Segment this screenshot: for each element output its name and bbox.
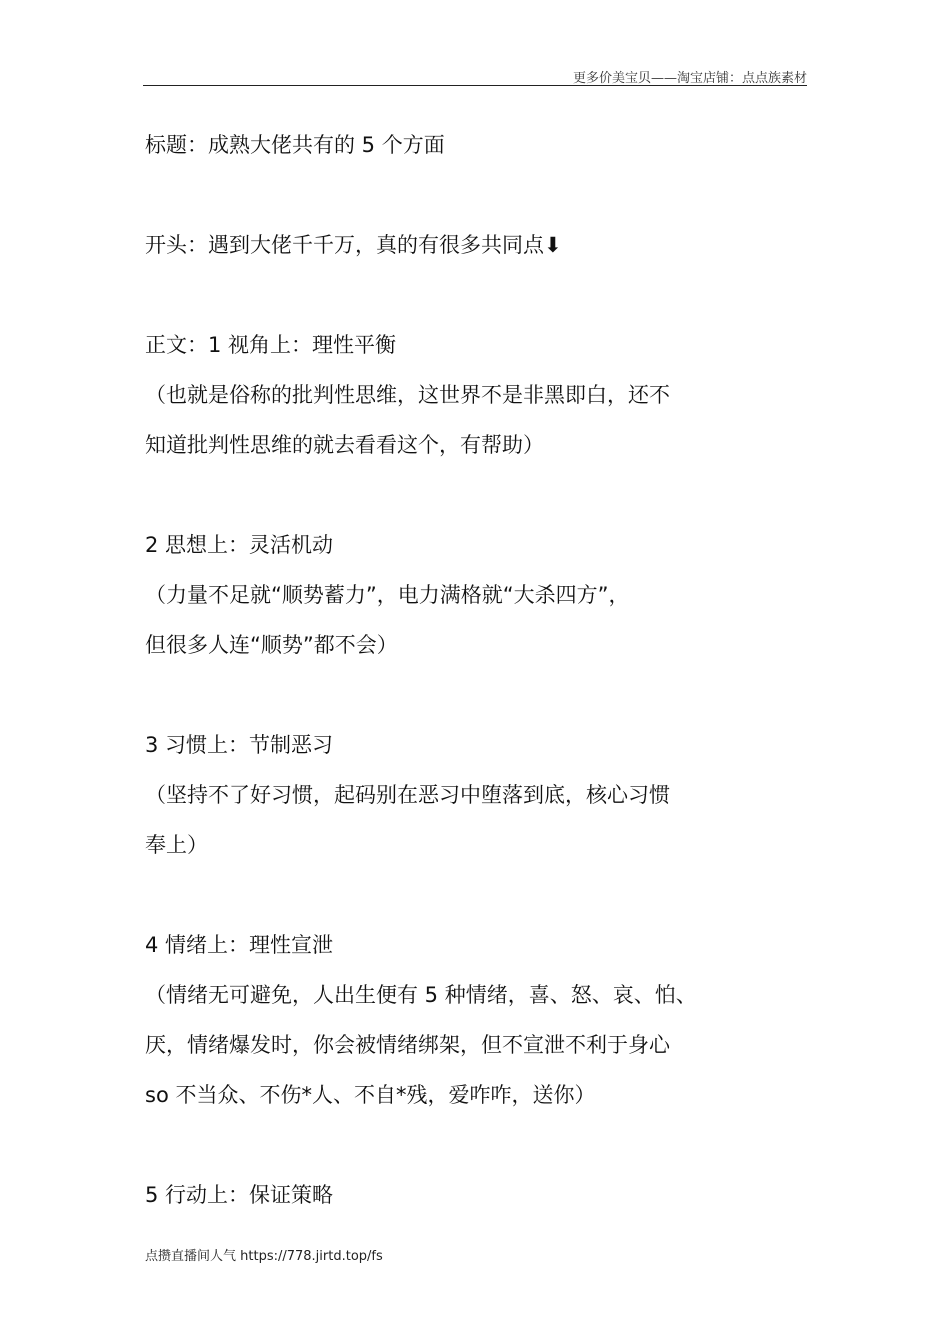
point-3-note-line-2: 奉上）: [145, 833, 208, 857]
blank-line: [145, 270, 809, 320]
point-2-note-line-1: （力量不足就“顺势蓄力”，电力满格就“大杀四方”，: [145, 583, 630, 607]
point-3-note-line-1: （坚持不了好习惯，起码别在恶习中堕落到底，核心习惯: [145, 783, 670, 807]
point-2-heading: 2 思想上：灵活机动: [145, 533, 334, 557]
blank-line: [145, 1120, 809, 1170]
document-body: [145, 120, 809, 1220]
page-footer: 点攒直播间人气 https://778.jirtd.top/fs: [145, 1249, 383, 1264]
point-1-note-line-2: 知道批判性思维的就去看看这个，有帮助）: [145, 433, 544, 457]
point-4-note-line-1: （情绪无可避免，人出生便有 5 种情绪，喜、怒、哀、怕、: [145, 983, 697, 1007]
point-4-note-line-3: so 不当众、不伤*人、不自*残，爱咋咋，送你）: [145, 1083, 596, 1107]
point-1-note-line-1: （也就是俗称的批判性思维，这世界不是非黑即白，还不: [145, 383, 670, 407]
body-heading-point-1: 正文：1 视角上：理性平衡: [145, 333, 397, 357]
page-header: 更多价美宝贝——淘宝店铺：点点族素材: [572, 71, 807, 86]
point-4-note-line-2: 厌，情绪爆发时，你会被情绪绑架，但不宣泄不利于身心: [145, 1033, 670, 1057]
point-4-heading: 4 情绪上：理性宣泄: [145, 933, 334, 957]
header-divider: [143, 85, 807, 86]
blank-line: [145, 870, 809, 920]
opening-line: 开头：遇到大佬千千万，真的有很多共同点⬇: [145, 233, 562, 257]
blank-line: [145, 170, 809, 220]
point-3-heading: 3 习惯上：节制恶习: [145, 733, 334, 757]
point-5-heading: 5 行动上：保证策略: [145, 1183, 334, 1207]
point-2-note-line-2: 但很多人连“顺势”都不会）: [145, 633, 398, 657]
blank-line: [145, 470, 809, 520]
document-title: 标题：成熟大佬共有的 5 个方面: [145, 133, 445, 157]
blank-line: [145, 670, 809, 720]
